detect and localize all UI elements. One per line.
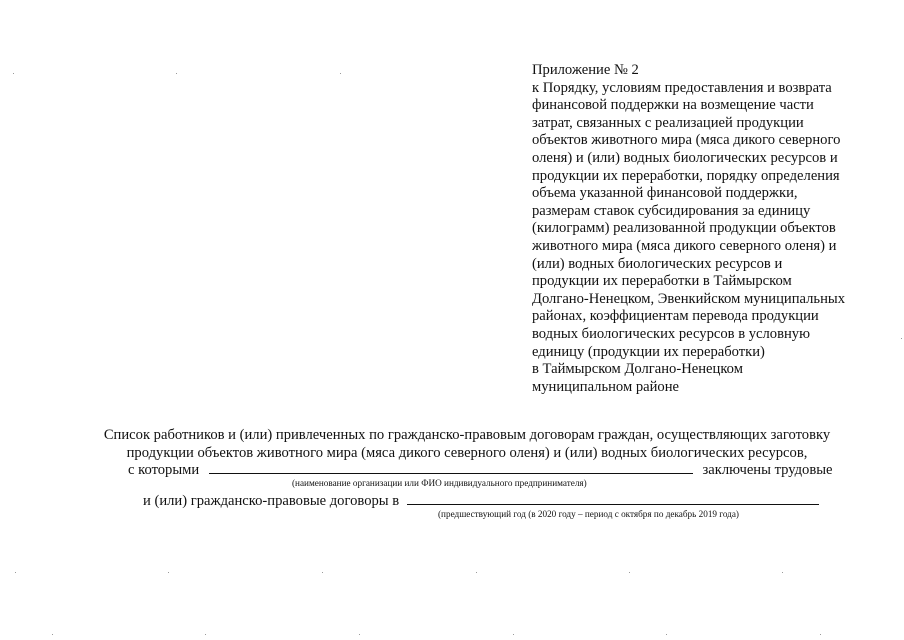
- appendix-line: объема указанной финансовой поддержки,: [532, 185, 798, 202]
- scan-speck: [901, 338, 902, 339]
- appendix-line: финансовой поддержки на возмещение части: [532, 97, 814, 114]
- scan-speck: [13, 73, 14, 74]
- scan-speck: [476, 572, 477, 573]
- employer-row-prefix: с которыми: [128, 462, 200, 478]
- period-hint: (предшествующий год (в 2020 году – период с октября по декабрь 2019 года): [438, 509, 739, 519]
- appendix-line: Приложение № 2: [532, 62, 639, 78]
- scan-speck: [820, 634, 821, 635]
- scan-speck: [176, 73, 177, 74]
- appendix-line: единицу (продукции их переработки): [532, 343, 765, 360]
- scan-speck: [513, 634, 514, 635]
- employer-name-hint: (наименование организации или ФИО индивидуального предпринимателя): [292, 478, 587, 488]
- appendix-line: (килограмм) реализованной продукции объектов: [532, 220, 836, 237]
- appendix-line: оленя) и (или) водных биологических ресурсов и: [532, 149, 838, 166]
- appendix-line: продукции их переработки в Таймырском: [532, 273, 792, 290]
- appendix-line: объектов животного мира (мяса дикого северного: [532, 132, 841, 149]
- scan-speck: [782, 572, 783, 573]
- appendix-line: районах, коэффициентам перевода продукции: [532, 308, 819, 325]
- appendix-line: животного мира (мяса дикого северного оленя) и: [532, 237, 837, 254]
- appendix-line: (или) водных биологических ресурсов и: [532, 255, 783, 272]
- appendix-block: [532, 62, 872, 396]
- scan-speck: [52, 634, 53, 635]
- period-blank: [407, 492, 819, 505]
- employer-row-suffix: заключены трудовые: [702, 462, 833, 478]
- employer-row: [128, 461, 833, 479]
- period-row: [143, 492, 819, 510]
- appendix-line: к Порядку, условиям предоставления и возврата: [532, 79, 832, 96]
- scan-speck: [205, 634, 206, 635]
- scan-speck: [322, 572, 323, 573]
- list-title: [60, 427, 874, 462]
- appendix-line: водных биологических ресурсов в условную: [532, 325, 810, 342]
- appendix-line: муниципальном районе: [532, 378, 680, 395]
- appendix-line: продукции их переработки, порядку определения: [532, 167, 840, 184]
- scan-speck: [359, 634, 360, 635]
- scan-speck: [666, 634, 667, 635]
- title-line-2: продукции объектов животного мира (мяса дикого северного оленя) и (или) водных биологических ресурсов,: [126, 444, 808, 461]
- scan-speck: [15, 572, 16, 573]
- appendix-line: в Таймырском Долгано-Ненецком: [532, 361, 743, 378]
- scan-speck: [168, 572, 169, 573]
- appendix-line: размерам ставок субсидирования за единицу: [532, 202, 811, 219]
- appendix-line: Долгано-Ненецком, Эвенкийском муниципальных: [532, 290, 845, 307]
- scan-speck: [340, 73, 341, 74]
- period-row-prefix: и (или) гражданско-правовые договоры в: [143, 493, 400, 509]
- title-line-1: Список работников и (или) привлеченных по гражданско-правовым договорам граждан, осуществляющих заготовку: [103, 427, 831, 443]
- employer-name-blank: [209, 461, 693, 474]
- appendix-line: затрат, связанных с реализацией продукции: [532, 114, 804, 131]
- scan-speck: [629, 572, 630, 573]
